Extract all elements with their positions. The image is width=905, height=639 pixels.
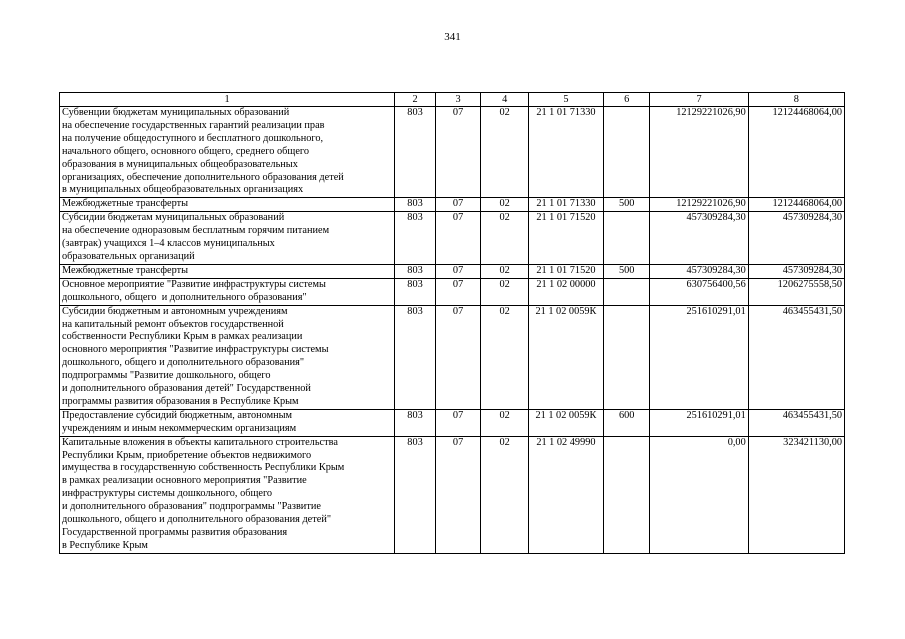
expense-type-code — [603, 107, 650, 198]
header-cell: 8 — [748, 93, 844, 107]
expense-type-code: 600 — [603, 409, 650, 436]
amount-col-8: 463455431,50 — [748, 305, 844, 409]
row-description: Основное мероприятие "Развитие инфраструктуры системы дошкольного, общего и дополнительного образования" — [60, 278, 395, 305]
ministry-code: 803 — [395, 264, 436, 278]
subsection-code: 02 — [481, 198, 529, 212]
target-article-code: 21 1 01 71520 — [528, 212, 603, 265]
header-cell: 4 — [481, 93, 529, 107]
amount-col-8: 323421130,00 — [748, 436, 844, 553]
ministry-code: 803 — [395, 409, 436, 436]
amount-col-8: 1206275558,50 — [748, 278, 844, 305]
ministry-code: 803 — [395, 436, 436, 553]
subsection-code: 02 — [481, 436, 529, 553]
row-description: Предоставление субсидий бюджетным, автономным учреждениям и иным некоммерческим организациям — [60, 409, 395, 436]
table-row — [60, 212, 845, 265]
table-row — [60, 264, 845, 278]
subsection-code: 02 — [481, 264, 529, 278]
amount-col-7: 457309284,30 — [650, 212, 748, 265]
target-article-code: 21 1 02 00000 — [528, 278, 603, 305]
target-article-code: 21 1 02 49990 — [528, 436, 603, 553]
ministry-code: 803 — [395, 198, 436, 212]
amount-col-7: 12129221026,90 — [650, 198, 748, 212]
section-code: 07 — [435, 212, 481, 265]
expense-type-code: 500 — [603, 264, 650, 278]
section-code: 07 — [435, 107, 481, 198]
expense-type-code: 500 — [603, 198, 650, 212]
amount-col-8: 457309284,30 — [748, 264, 844, 278]
header-row — [60, 93, 845, 107]
header-cell: 5 — [528, 93, 603, 107]
target-article-code: 21 1 02 0059К — [528, 409, 603, 436]
amount-col-7: 630756400,56 — [650, 278, 748, 305]
subsection-code: 02 — [481, 212, 529, 265]
table-row — [60, 436, 845, 553]
amount-col-7: 12129221026,90 — [650, 107, 748, 198]
expense-type-code — [603, 436, 650, 553]
section-code: 07 — [435, 305, 481, 409]
ministry-code: 803 — [395, 305, 436, 409]
amount-col-8: 457309284,30 — [748, 212, 844, 265]
ministry-code: 803 — [395, 107, 436, 198]
header-cell: 2 — [395, 93, 436, 107]
amount-col-7: 251610291,01 — [650, 305, 748, 409]
amount-col-7: 251610291,01 — [650, 409, 748, 436]
ministry-code: 803 — [395, 212, 436, 265]
section-code: 07 — [435, 409, 481, 436]
expense-type-code — [603, 305, 650, 409]
row-description: Капитальные вложения в объекты капитального строительства Республики Крым, приобретение объектов недвижимого имущества в государственную собственность Республики Крым в рамках реализации основного мероприятия "Развитие инфраструктуры системы дошкольного, общего и дополнительного образования" подпрограммы "Развитие дошкольного, общего и дополнительного образования детей" Государственной программы развития образования в Республике Крым — [60, 436, 395, 553]
header-cell: 6 — [603, 93, 650, 107]
row-description: Межбюджетные трансферты — [60, 198, 395, 212]
table-row — [60, 198, 845, 212]
expense-type-code — [603, 278, 650, 305]
subsection-code: 02 — [481, 409, 529, 436]
row-description: Межбюджетные трансферты — [60, 264, 395, 278]
table-row — [60, 409, 845, 436]
expense-type-code — [603, 212, 650, 265]
table-row — [60, 278, 845, 305]
section-code: 07 — [435, 278, 481, 305]
header-cell: 1 — [60, 93, 395, 107]
section-code: 07 — [435, 436, 481, 553]
subsection-code: 02 — [481, 305, 529, 409]
row-description: Субвенции бюджетам муниципальных образований на обеспечение государственных гарантий реализации прав на получение общедоступного и бесплатного дошкольного, начального общего, основного общего, среднего общего образования в муниципальных общеобразовательных организациях, обеспечение дополнительного образования детей в муниципальных общеобразовательных организациях — [60, 107, 395, 198]
ministry-code: 803 — [395, 278, 436, 305]
target-article-code: 21 1 02 0059К — [528, 305, 603, 409]
amount-col-7: 457309284,30 — [650, 264, 748, 278]
header-cell: 3 — [435, 93, 481, 107]
header-cell: 7 — [650, 93, 748, 107]
target-article-code: 21 1 01 71330 — [528, 198, 603, 212]
amount-col-7: 0,00 — [650, 436, 748, 553]
row-description: Субсидии бюджетам муниципальных образований на обеспечение одноразовым бесплатным горячим питанием (завтрак) учащихся 1–4 классов муниципальных образовательных организаций — [60, 212, 395, 265]
section-code: 07 — [435, 264, 481, 278]
target-article-code: 21 1 01 71330 — [528, 107, 603, 198]
subsection-code: 02 — [481, 107, 529, 198]
amount-col-8: 12124468064,00 — [748, 198, 844, 212]
page-number: 341 — [444, 31, 461, 43]
amount-col-8: 12124468064,00 — [748, 107, 844, 198]
amount-col-8: 463455431,50 — [748, 409, 844, 436]
budget-table — [59, 92, 845, 554]
target-article-code: 21 1 01 71520 — [528, 264, 603, 278]
section-code: 07 — [435, 198, 481, 212]
subsection-code: 02 — [481, 278, 529, 305]
table-row — [60, 107, 845, 198]
table-row — [60, 305, 845, 409]
row-description: Субсидии бюджетным и автономным учреждениям на капитальный ремонт объектов государственной собственности Республики Крым в рамках реализации основного мероприятия "Развитие инфраструктуры системы дошкольного, общего и дополнительного образования" подпрограммы "Развитие дошкольного, общего и дополнительного образования детей" Государственной программы развития образования в Республике Крым — [60, 305, 395, 409]
